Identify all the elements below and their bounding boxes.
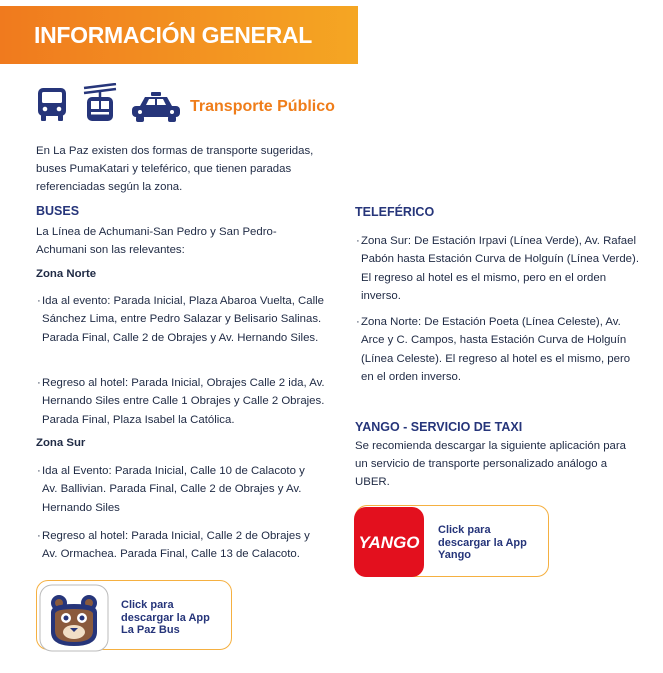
transport-section-title: Transporte Público [190,98,335,115]
buses-intro: La Línea de Achumani-San Pedro y San Pedro-Achumani son las relevantes: [36,226,277,256]
header-banner [0,6,358,64]
list-item: · Zona Norte: De Estación Poeta (Línea Celeste), Av. Arce y C. Campos, hasta Estación Curva de Holguín (Línea Celeste). El regreso al hotel es el mismo, pero en el orden inverso. [356,316,631,384]
yango-heading: YANGO - SERVICIO DE TAXI [355,420,523,434]
yango-app-card[interactable] [355,505,549,577]
zona-sur-heading: Zona Sur [36,437,86,449]
lapazbus-app-card[interactable] [36,580,232,650]
lapazbus-download-link[interactable]: Click para descargar la App La Paz Bus [121,599,210,636]
list-item: · Regreso al hotel: Parada Inicial, Calle 2 de Obrajes y Av. Ormachea. Parada Final, Calle 13 de Calacoto. [37,530,310,561]
puma-app-icon [39,584,109,652]
list-item: · Regreso al hotel: Parada Inicial, Obrajes Calle 2 ida, Av. Hernando Siles entre Calle 1 Obrajes y Calle 2 Obrajes. Parada Final, Plaza Isabel la Católica. [37,377,325,426]
zona-norte-heading: Zona Norte [36,268,97,280]
page-title: INFORMACIÓN GENERAL [34,22,312,48]
list-item: · Ida al evento: Parada Inicial, Plaza Abaroa Vuelta, Calle Sánchez Lima, entre Pedro Salazar y Belisario Salinas. Parada Final, Calle 2 de Obrajes y Av. Hernando Siles. [37,295,324,344]
list-item: · Ida al Evento: Parada Inicial, Calle 10 de Calacoto y Av. Ballivian. Parada Final, Calle 2 de Obrajes y Av. Hernando Siles [37,465,305,514]
yango-download-link[interactable]: Click para descargar la App Yango [438,524,527,561]
buses-heading: BUSES [36,204,80,218]
yango-app-icon [353,506,425,578]
taxi-icon [130,92,182,124]
yango-logo-text: YANGO [358,533,420,552]
cable-car-icon [83,83,117,123]
list-item: · Zona Sur: De Estación Irpavi (Línea Verde), Av. Rafael Pabón hasta Estación Curva de Holguín (Línea Verde). El regreso al hotel es el mismo, pero en el orden inverso. [356,235,639,303]
bus-icon [36,86,68,122]
yango-description: Se recomienda descargar la siguiente aplicación para un servicio de transporte personalizado análogo a UBER. [355,440,627,488]
intro-paragraph: En La Paz existen dos formas de transporte sugeridas, buses PumaKatari y teleférico, que tienen paradas referenciadas según la zona. [36,145,314,193]
teleferico-heading: TELEFÉRICO [355,205,435,219]
